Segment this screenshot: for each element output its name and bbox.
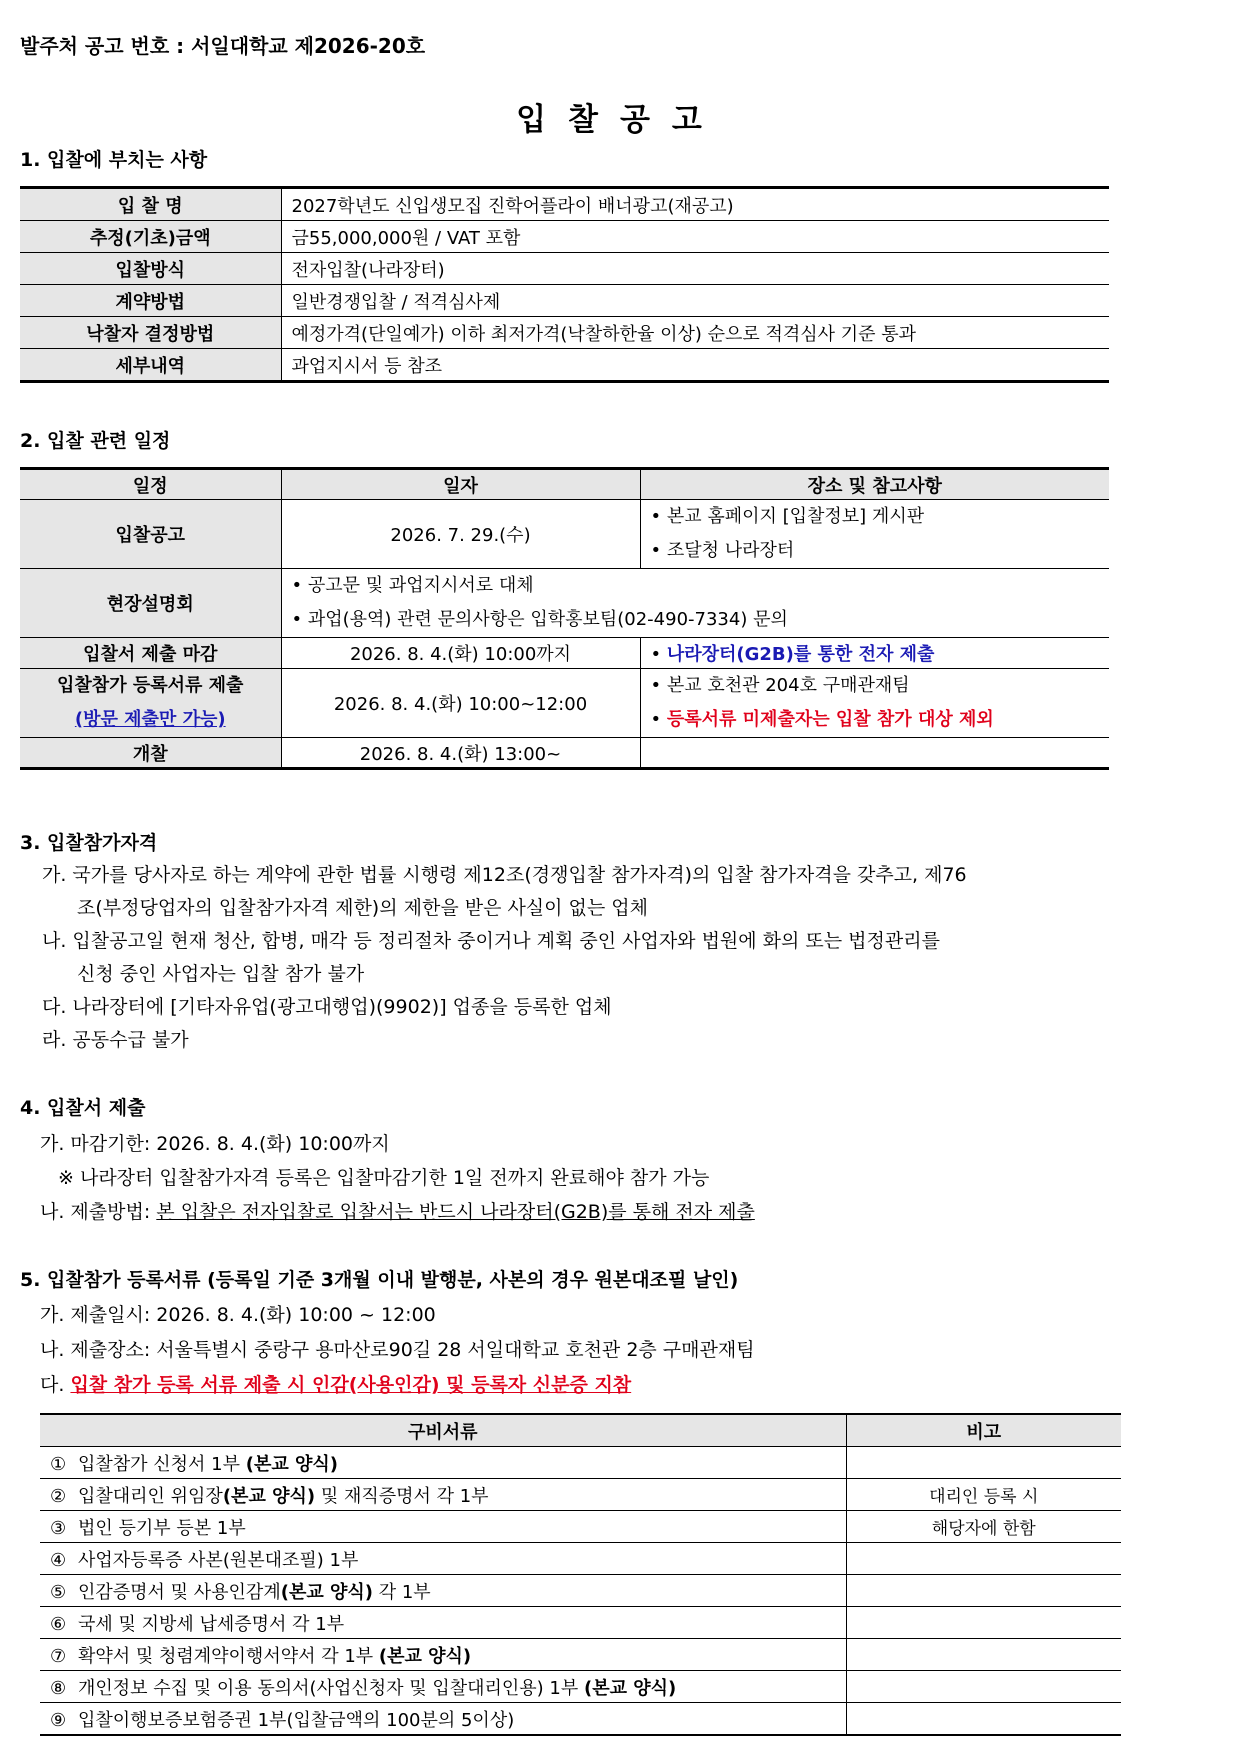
row-value: 예정가격(단일예가) 이하 최저가격(낙찰하한율 이상) 순으로 적격심사 기준 통과 bbox=[281, 317, 1109, 349]
registration-bring bbox=[40, 1370, 631, 1397]
row-label: 추정(기초)금액 bbox=[20, 221, 281, 253]
bid-items-table bbox=[20, 186, 1109, 383]
schedule-table bbox=[20, 467, 1109, 770]
doc-item bbox=[40, 1447, 846, 1479]
section1-heading: 1. 입찰에 부치는 사항 bbox=[20, 149, 208, 171]
table-row bbox=[40, 1607, 1121, 1639]
row-value: 2027학년도 신입생모집 진학어플라이 배너광고(재공고) bbox=[281, 188, 1109, 221]
doc-form-note: (본교 양식) bbox=[583, 1677, 677, 1699]
qualification-item: 가. 국가를 당사자로 하는 계약에 관한 법률 시행령 제12조(경쟁입찰 참가자격)의 입찰 참가자격을 갖추고, 제76 bbox=[42, 864, 967, 886]
doc-text: 확약서 및 청렴계약이행서약서 각 1부 bbox=[78, 1645, 379, 1667]
doc-form-note: (본교 양식) bbox=[245, 1453, 339, 1475]
row-label: 낙찰자 결정방법 bbox=[20, 317, 281, 349]
table-row bbox=[40, 1543, 1121, 1575]
method-value: 본 입찰은 전자입찰로 입찰서는 반드시 나라장터(G2B)를 통해 전자 제출 bbox=[156, 1201, 755, 1223]
doc-text: 법인 등기부 등본 1부 bbox=[78, 1517, 246, 1539]
row-note bbox=[640, 738, 1109, 769]
row-label: 입찰서 제출 마감 bbox=[20, 638, 281, 669]
doc-remark bbox=[846, 1543, 1121, 1575]
doc-form-note: (본교 양식) bbox=[378, 1645, 472, 1667]
doc-number: ⑨ bbox=[50, 1709, 67, 1731]
doc-remark: 해당자에 한함 bbox=[846, 1511, 1121, 1543]
row-value: 과업지시서 등 참조 bbox=[281, 349, 1109, 382]
row-value: 일반경쟁입찰 / 적격심사제 bbox=[281, 285, 1109, 317]
warning-note: 등록서류 미제출자는 입찰 참가 대상 제외 bbox=[666, 709, 994, 730]
row-label-sub: (방문 제출만 가능) bbox=[74, 709, 226, 730]
row-label: 개찰 bbox=[20, 738, 281, 769]
bullet: • bbox=[650, 644, 667, 665]
row-value: 전자입찰(나라장터) bbox=[281, 253, 1109, 285]
doc-remark bbox=[846, 1607, 1121, 1639]
col-header-remark: 비고 bbox=[846, 1414, 1121, 1447]
doc-number: ⑧ bbox=[50, 1677, 67, 1699]
note-line: • 과업(용역) 관련 문의사항은 입학홍보팀(02-490-7334) 문의 bbox=[291, 609, 788, 630]
doc-item bbox=[40, 1671, 846, 1703]
doc-item bbox=[40, 1479, 846, 1511]
table-row bbox=[20, 738, 1109, 769]
method-label: 나. 제출방법: bbox=[40, 1201, 157, 1223]
doc-form-note: (본교 양식) bbox=[222, 1485, 316, 1507]
doc-item bbox=[40, 1511, 846, 1543]
doc-text: 입찰대리인 위임장 bbox=[78, 1485, 223, 1507]
submission-method bbox=[40, 1197, 755, 1224]
doc-number: ④ bbox=[50, 1549, 67, 1571]
table-row bbox=[20, 569, 1109, 638]
row-value: 금55,000,000원 / VAT 포함 bbox=[281, 221, 1109, 253]
doc-item bbox=[40, 1607, 846, 1639]
table-row bbox=[40, 1479, 1121, 1511]
doc-number: ③ bbox=[50, 1517, 67, 1539]
col-header-date: 일자 bbox=[281, 469, 640, 500]
table-row bbox=[20, 285, 1109, 317]
col-header-docs: 구비서류 bbox=[40, 1414, 846, 1447]
table-row bbox=[40, 1639, 1121, 1671]
table-row bbox=[20, 253, 1109, 285]
row-date: 2026. 7. 29.(수) bbox=[281, 500, 640, 569]
row-label: 계약방법 bbox=[20, 285, 281, 317]
doc-text: 사업자등록증 사본(원본대조필) 1부 bbox=[78, 1549, 359, 1571]
col-header-place: 장소 및 참고사항 bbox=[640, 469, 1109, 500]
table-row bbox=[40, 1703, 1121, 1736]
row-date: 2026. 8. 4.(화) 13:00~ bbox=[281, 738, 640, 769]
submission-note: ※ 나라장터 입찰참가자격 등록은 입찰마감기한 1일 전까지 완료해야 참가 가능 bbox=[58, 1167, 710, 1189]
row-label: 입 찰 명 bbox=[20, 188, 281, 221]
doc-number: ⑥ bbox=[50, 1613, 67, 1635]
doc-number: ① bbox=[50, 1453, 67, 1475]
qualification-item: 나. 입찰공고일 현재 청산, 합병, 매각 등 정리절차 중이거나 계획 중인 사업자와 법원에 화의 또는 법정관리를 bbox=[42, 930, 940, 952]
doc-remark bbox=[846, 1447, 1121, 1479]
note-line bbox=[651, 703, 1110, 737]
row-label: 세부내역 bbox=[20, 349, 281, 382]
note-line: • 공고문 및 과업지시서로 대체 bbox=[291, 575, 534, 596]
table-row bbox=[20, 669, 1109, 738]
bring-value: 입찰 참가 등록 서류 제출 시 인감(사용인감) 및 등록자 신분증 지참 bbox=[70, 1374, 632, 1396]
doc-remark bbox=[846, 1671, 1121, 1703]
col-header-schedule: 일정 bbox=[20, 469, 281, 500]
submission-deadline: 가. 마감기한: 2026. 8. 4.(화) 10:00까지 bbox=[40, 1133, 390, 1155]
qualification-item-cont: 조(부정당업자의 입찰참가자격 제한)의 제한을 받은 사실이 없는 업체 bbox=[77, 897, 649, 919]
table-row bbox=[20, 500, 1109, 569]
row-label-main: 입찰참가 등록서류 제출 bbox=[57, 675, 244, 696]
note-line: • 조달청 나라장터 bbox=[650, 540, 795, 561]
qualification-item: 다. 나라장터에 [기타자유업(광고대행업)(9902)] 업종을 등록한 업체 bbox=[42, 996, 612, 1018]
doc-item bbox=[40, 1639, 846, 1671]
row-label: 입찰방식 bbox=[20, 253, 281, 285]
table-row bbox=[20, 188, 1109, 221]
table-row bbox=[20, 317, 1109, 349]
section3-heading: 3. 입찰참가자격 bbox=[20, 832, 158, 854]
qualification-item-cont: 신청 중인 사업자는 입찰 참가 불가 bbox=[77, 963, 365, 985]
doc-form-note: (본교 양식) bbox=[280, 1581, 373, 1603]
row-note bbox=[640, 669, 1109, 738]
required-docs-table bbox=[40, 1413, 1121, 1736]
section2-heading: 2. 입찰 관련 일정 bbox=[20, 430, 171, 452]
notice-number: 발주처 공고 번호 : 서일대학교 제2026-20호 bbox=[20, 34, 426, 58]
doc-number: ② bbox=[50, 1485, 67, 1507]
registration-place: 나. 제출장소: 서울특별시 중랑구 용마산로90길 28 서일대학교 호천관 2층 구매관재팀 bbox=[40, 1339, 755, 1361]
highlight-note: 나라장터(G2B)를 통한 전자 제출 bbox=[666, 644, 935, 665]
doc-remark: 대리인 등록 시 bbox=[846, 1479, 1121, 1511]
row-label bbox=[20, 669, 281, 738]
table-header-row bbox=[20, 469, 1109, 500]
bullet: • bbox=[650, 709, 667, 730]
row-note bbox=[281, 569, 1109, 638]
section4-heading: 4. 입찰서 제출 bbox=[20, 1097, 146, 1119]
doc-number: ⑦ bbox=[50, 1645, 67, 1667]
table-row bbox=[20, 349, 1109, 382]
registration-datetime: 가. 제출일시: 2026. 8. 4.(화) 10:00 ~ 12:00 bbox=[40, 1304, 436, 1326]
doc-remark bbox=[846, 1575, 1121, 1607]
note-line: • 본교 호천관 204호 구매관재팀 bbox=[650, 675, 910, 696]
bring-label: 다. bbox=[40, 1374, 71, 1396]
doc-remark bbox=[846, 1639, 1121, 1671]
doc-remark bbox=[846, 1703, 1121, 1736]
table-row bbox=[40, 1671, 1121, 1703]
row-date: 2026. 8. 4.(화) 10:00~12:00 bbox=[281, 669, 640, 738]
doc-item bbox=[40, 1543, 846, 1575]
table-header-row bbox=[40, 1414, 1121, 1447]
row-note bbox=[640, 500, 1109, 569]
doc-text: 인감증명서 및 사용인감계 bbox=[78, 1581, 281, 1603]
page-title: 입찰공고 bbox=[516, 102, 724, 138]
row-date: 2026. 8. 4.(화) 10:00까지 bbox=[281, 638, 640, 669]
doc-text: 개인정보 수집 및 이용 동의서(사업신청자 및 입찰대리인용) 1부 bbox=[78, 1677, 584, 1699]
table-row bbox=[40, 1575, 1121, 1607]
doc-text: 입찰이행보증보험증권 1부(입찰금액의 100분의 5이상) bbox=[78, 1709, 515, 1731]
doc-text-tail: 각 1부 bbox=[373, 1581, 431, 1603]
doc-item bbox=[40, 1703, 846, 1736]
doc-text-tail: 및 재직증명서 각 1부 bbox=[315, 1485, 489, 1507]
row-label: 현장설명회 bbox=[20, 569, 281, 638]
qualification-item: 라. 공동수급 불가 bbox=[42, 1029, 189, 1051]
table-row bbox=[40, 1447, 1121, 1479]
doc-text: 입찰참가 신청서 1부 bbox=[78, 1453, 246, 1475]
row-note bbox=[640, 638, 1109, 669]
row-label: 입찰공고 bbox=[20, 500, 281, 569]
doc-number: ⑤ bbox=[50, 1581, 67, 1603]
section5-heading: 5. 입찰참가 등록서류 (등록일 기준 3개월 이내 발행분, 사본의 경우 원본대조필 날인) bbox=[20, 1269, 739, 1291]
table-row bbox=[20, 221, 1109, 253]
table-row bbox=[20, 638, 1109, 669]
note-line: • 본교 홈페이지 [입찰정보] 게시판 bbox=[650, 506, 925, 527]
doc-text: 국세 및 지방세 납세증명서 각 1부 bbox=[78, 1613, 345, 1635]
table-row bbox=[40, 1511, 1121, 1543]
doc-item bbox=[40, 1575, 846, 1607]
